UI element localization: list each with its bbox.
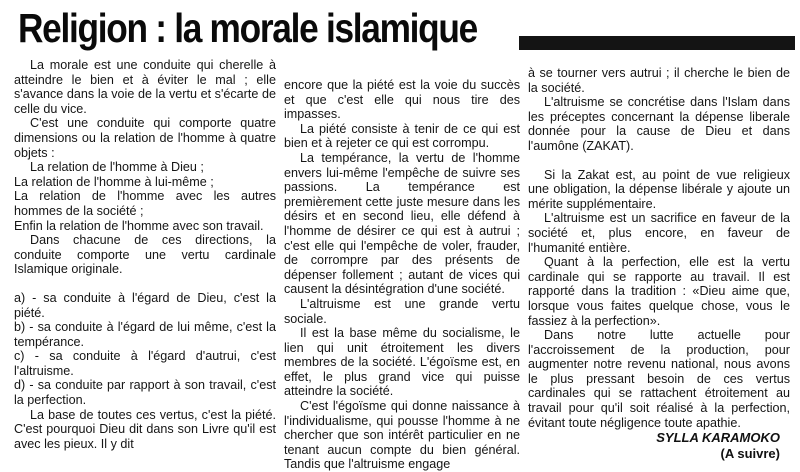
paragraph: La relation de l'homme à Dieu ; — [30, 160, 204, 175]
paragraph: Quant à la perfection, elle est la vertu cardinale qui se rapporte au travail. Il est rapporté dans la tradition : «Dieu aime que, lorsque vous faites quelque chose, vous le fassiez à la perfection». — [528, 255, 790, 328]
paragraph: d) - sa conduite par rapport à son travail, c'est la perfection. — [14, 378, 276, 408]
paragraph: c) - sa conduite à l'égard d'autrui, c'est l'altruisme. — [14, 349, 276, 378]
paragraph: La morale est une conduite qui cherelle à atteindre le bien et à éviter le mal ; elle s'avance dans la voie de la vertu et s'écarte de celle du vice. — [14, 58, 276, 116]
paragraph: Dans notre lutte actuelle pour l'accroissement de la production, pour augmenter notre revenu national, nous avons le plus pressant besoin de ces vertus cardinales qui se rattachent étroitement au travail pour qu'il soit réalisé à la perfection, évitant toute négligence toute apathie. — [528, 328, 790, 430]
paragraph: à se tourner vers autrui ; il cherche le bien de la société. — [528, 66, 790, 95]
paragraph: Enfin la relation de l'homme avec son travail. — [14, 218, 264, 233]
article-column-2 — [284, 78, 520, 472]
paragraph: La piété consiste à tenir de ce qui est bien et à rejeter ce qui est corrompu. — [284, 121, 520, 151]
headline-rule — [519, 36, 795, 50]
byline — [656, 430, 780, 462]
paragraph: L'altruisme est une grande vertu sociale. — [284, 296, 520, 326]
paragraph: C'est l'égoïsme qui donne naissance à l'individualisme, qui pousse l'homme à ne chercher que son intérêt particulier en ne tenant aucun compte du bien général. Tandis que l'altruisme engage — [284, 399, 520, 472]
paragraph: encore que la piété est la voie du succès et que c'est elle qui nous tire des impasses. — [284, 78, 520, 122]
paragraph: Si la Zakat est, au point de vue religieux une obligation, la dépense libérale y ajoute un mérite supplémentaire. — [528, 167, 790, 211]
article-column-1 — [14, 58, 276, 451]
paragraph: Il est la base même du socialisme, le lien qui unit étroitement les divers membres de la société. L'égoïsme est, en effet, le plus grand vice qui puisse atteindre la société. — [284, 326, 520, 399]
author-name: SYLLA KARAMOKO — [656, 430, 780, 445]
paragraph: b) - sa conduite à l'égard de lui même, c'est la tempérance. — [14, 320, 276, 349]
paragraph: La relation de l'homme avec les autres hommes de la société ; — [14, 189, 276, 218]
article-column-3 — [528, 66, 790, 430]
continuation-note: (A suivre) — [720, 446, 780, 461]
paragraph: La relation de l'homme à lui-même ; — [14, 174, 214, 189]
paragraph: L'altruisme se concrétise dans l'Islam dans les préceptes concernant la dépense liberale donnée pour la cause de Dieu et dans l'aumône (ZAKAT). — [528, 95, 790, 153]
paragraph: C'est une conduite qui comporte quatre dimensions ou la relation de l'homme à quatre objets : — [14, 116, 276, 160]
paragraph: a) - sa conduite à l'égard de Dieu, c'est la piété. — [14, 290, 276, 320]
paragraph: L'altruisme est un sacrifice en faveur de la société et, plus encore, en faveur de l'humanité entière. — [528, 211, 790, 255]
paragraph: La tempérance, la vertu de l'homme envers lui-même l'empêche de suivre ses passions. La tempérance est premièrement cette juste mesure dans les désirs et en second lieu, elle défend à l'homme de désirer ce qui est à autrui ; c'est elle qui l'empêche de voler, frauder, de corrompre par des présents de dépenser follement ; autant de vices qui causent la désintégration d'une société. — [284, 150, 520, 297]
paragraph: La base de toutes ces vertus, c'est la piété. C'est pourquoi Dieu dit dans son Livre qu'il est avec les pieux. Il y dit — [14, 407, 276, 451]
paragraph: Dans chacune de ces directions, la conduite comporte une vertu cardinale Islamique originale. — [14, 233, 276, 277]
article-headline: Religion : la morale islamique — [18, 5, 477, 51]
